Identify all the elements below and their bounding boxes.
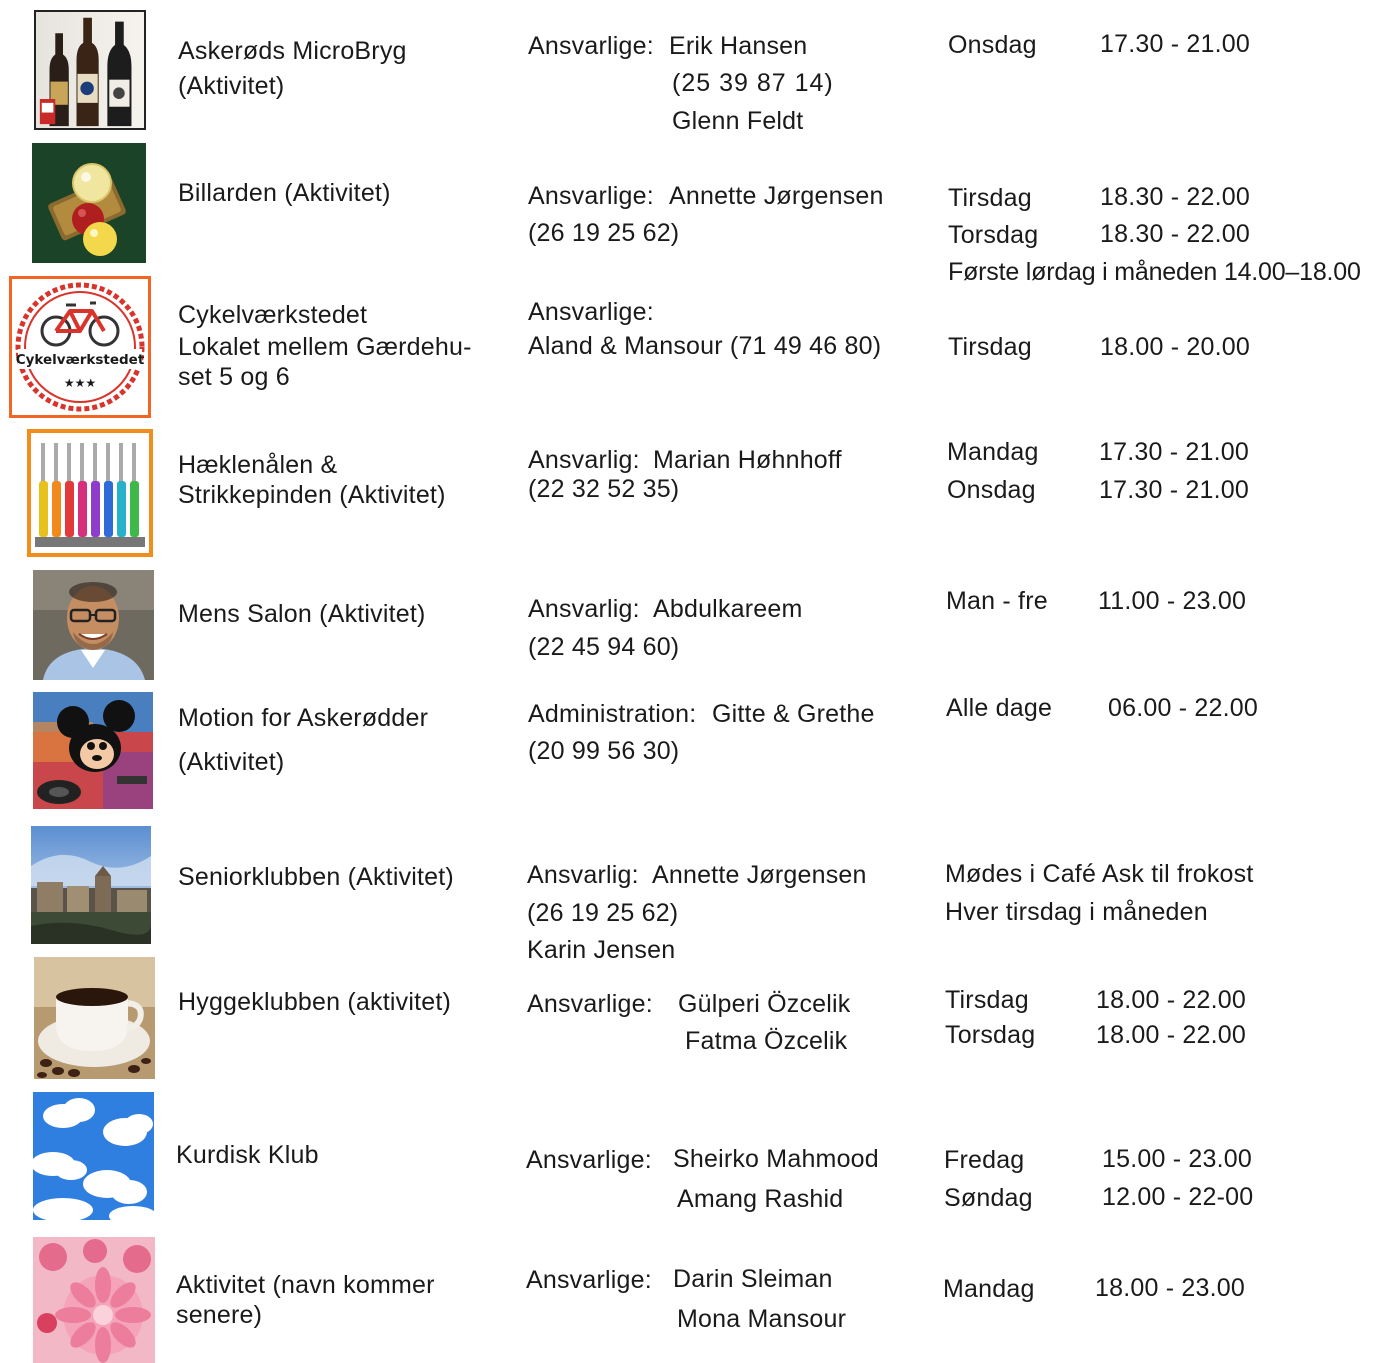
activity-name-line: Seniorklubben (Aktivitet) [178, 863, 454, 891]
contact-line: (22 45 94 60) [528, 633, 680, 661]
schedule-day: Onsdag [947, 476, 1036, 504]
man-portrait-icon [33, 570, 154, 680]
contact-line: Karin Jensen [527, 936, 676, 964]
schedule-time: 15.00 - 23.00 [1102, 1145, 1252, 1173]
schedule-text: Mødes i Café Ask til frokost [945, 860, 1254, 888]
activity-name-line: Mens Salon (Aktivitet) [178, 600, 426, 628]
schedule-time: 18.00 - 23.00 [1095, 1274, 1245, 1302]
activity-name-line: Strikkepinden (Aktivitet) [178, 481, 446, 509]
activity-name-line: (Aktivitet) [178, 72, 285, 100]
contact-label: Ansvarlige: [528, 298, 654, 326]
schedule-day: Søndag [944, 1184, 1033, 1212]
contact-label: Ansvarlige: [528, 32, 654, 60]
schedule-day: Torsdag [945, 1021, 1036, 1049]
contact-line: Gülperi Özcelik [678, 990, 851, 1018]
schedule-time: 17.30 - 21.00 [1099, 438, 1249, 466]
contact-line: Abdulkareem [653, 595, 803, 623]
schedule-day: Tirsdag [945, 986, 1029, 1014]
contact-label: Ansvarlig: [528, 446, 640, 474]
contact-label: Ansvarlig: [528, 595, 640, 623]
contact-label: Administration: [528, 700, 697, 728]
schedule-time: 18.00 - 22.00 [1096, 1021, 1246, 1049]
pink-flowers-icon [33, 1237, 155, 1363]
beer-bottles-icon [34, 10, 146, 130]
schedule-day: Alle dage [946, 694, 1053, 722]
contact-line: Darin Sleiman [673, 1265, 833, 1293]
schedule-time: 18.30 - 22.00 [1100, 183, 1250, 211]
bicycle-logo-icon [9, 276, 151, 418]
mickey-graffiti-icon [33, 692, 153, 809]
schedule-day: Mandag [947, 438, 1039, 466]
schedule-time: 18.00 - 22.00 [1096, 986, 1246, 1014]
contact-label: Ansvarlige: [526, 1266, 652, 1294]
schedule-day: Fredag [944, 1146, 1025, 1174]
contact-label: Ansvarlige: [526, 1146, 652, 1174]
contact-line: Amang Rashid [677, 1185, 844, 1213]
contact-line: Fatma Özcelik [685, 1027, 848, 1055]
sky-clouds-icon [33, 1092, 154, 1220]
schedule-day: Torsdag [948, 221, 1039, 249]
activity-name-line: Hæklenålen & [178, 451, 338, 479]
contact-line: (22 32 52 35) [528, 475, 680, 503]
schedule-time: 18.30 - 22.00 [1100, 220, 1250, 248]
contact-label: Ansvarlige: [527, 990, 653, 1018]
contact-line: Gitte & Grethe [712, 700, 875, 728]
activity-name-line: senere) [176, 1301, 263, 1329]
contact-line: (26 19 25 62) [528, 219, 680, 247]
town-landscape-icon [31, 826, 151, 944]
logo-stars: ★★★ [63, 376, 97, 390]
activity-name-line: Aktivitet (navn kommer [176, 1271, 435, 1299]
schedule-time: 17.30 - 21.00 [1099, 476, 1249, 504]
coffee-cup-icon [34, 957, 155, 1079]
activity-name-line: Motion for Askerødder [178, 704, 429, 732]
contact-line: Annette Jørgensen [669, 182, 884, 210]
contact-line: (26 19 25 62) [527, 899, 679, 927]
contact-line: Annette Jørgensen [652, 861, 867, 889]
contact-line: Marian Høhnhoff [653, 446, 842, 474]
schedule-time: 06.00 - 22.00 [1108, 694, 1258, 722]
billiard-balls-icon [32, 143, 146, 263]
activity-name-line: Billarden (Aktivitet) [178, 179, 391, 207]
contact-line: (20 99 56 30) [528, 737, 680, 765]
contact-line: (25 39 87 14) [672, 69, 834, 97]
schedule-day: Onsdag [948, 31, 1037, 59]
contact-line: Mona Mansour [677, 1305, 847, 1333]
crochet-hooks-icon [27, 429, 153, 557]
schedule-day: Tirsdag [948, 184, 1032, 212]
contact-line: Aland & Mansour (71 49 46 80) [528, 332, 882, 360]
activity-name-line: Cykelværkstedet [178, 301, 368, 329]
activity-name-line: (Aktivitet) [178, 748, 285, 776]
schedule-note: Første lørdag i måneden 14.00–18.00 [948, 258, 1361, 286]
contact-line: Glenn Feldt [672, 107, 804, 135]
schedule-day: Mandag [943, 1275, 1035, 1303]
schedule-time: 18.00 - 20.00 [1100, 333, 1250, 361]
schedule-text: Hver tirsdag i måneden [945, 898, 1208, 926]
schedule-day: Man - fre [946, 587, 1048, 615]
contact-line: Erik Hansen [669, 32, 808, 60]
activity-name-line: Hyggeklubben (aktivitet) [178, 988, 451, 1016]
schedule-day: Tirsdag [948, 333, 1032, 361]
activity-name-line: Kurdisk Klub [176, 1141, 319, 1169]
schedule-time: 11.00 - 23.00 [1098, 587, 1247, 615]
contact-line: Sheirko Mahmood [673, 1145, 879, 1173]
contact-label: Ansvarlige: [528, 182, 654, 210]
activity-name-line: Lokalet mellem Gærdehu- [178, 333, 472, 361]
schedule-time: 17.30 - 21.00 [1100, 30, 1250, 58]
logo-text: Cykelværkstedet [15, 352, 145, 368]
contact-label: Ansvarlig: [527, 861, 639, 889]
activity-name-line: set 5 og 6 [178, 363, 290, 391]
schedule-time: 12.00 - 22-00 [1102, 1183, 1254, 1211]
activity-name-line: Askerøds MicroBryg [178, 37, 407, 65]
